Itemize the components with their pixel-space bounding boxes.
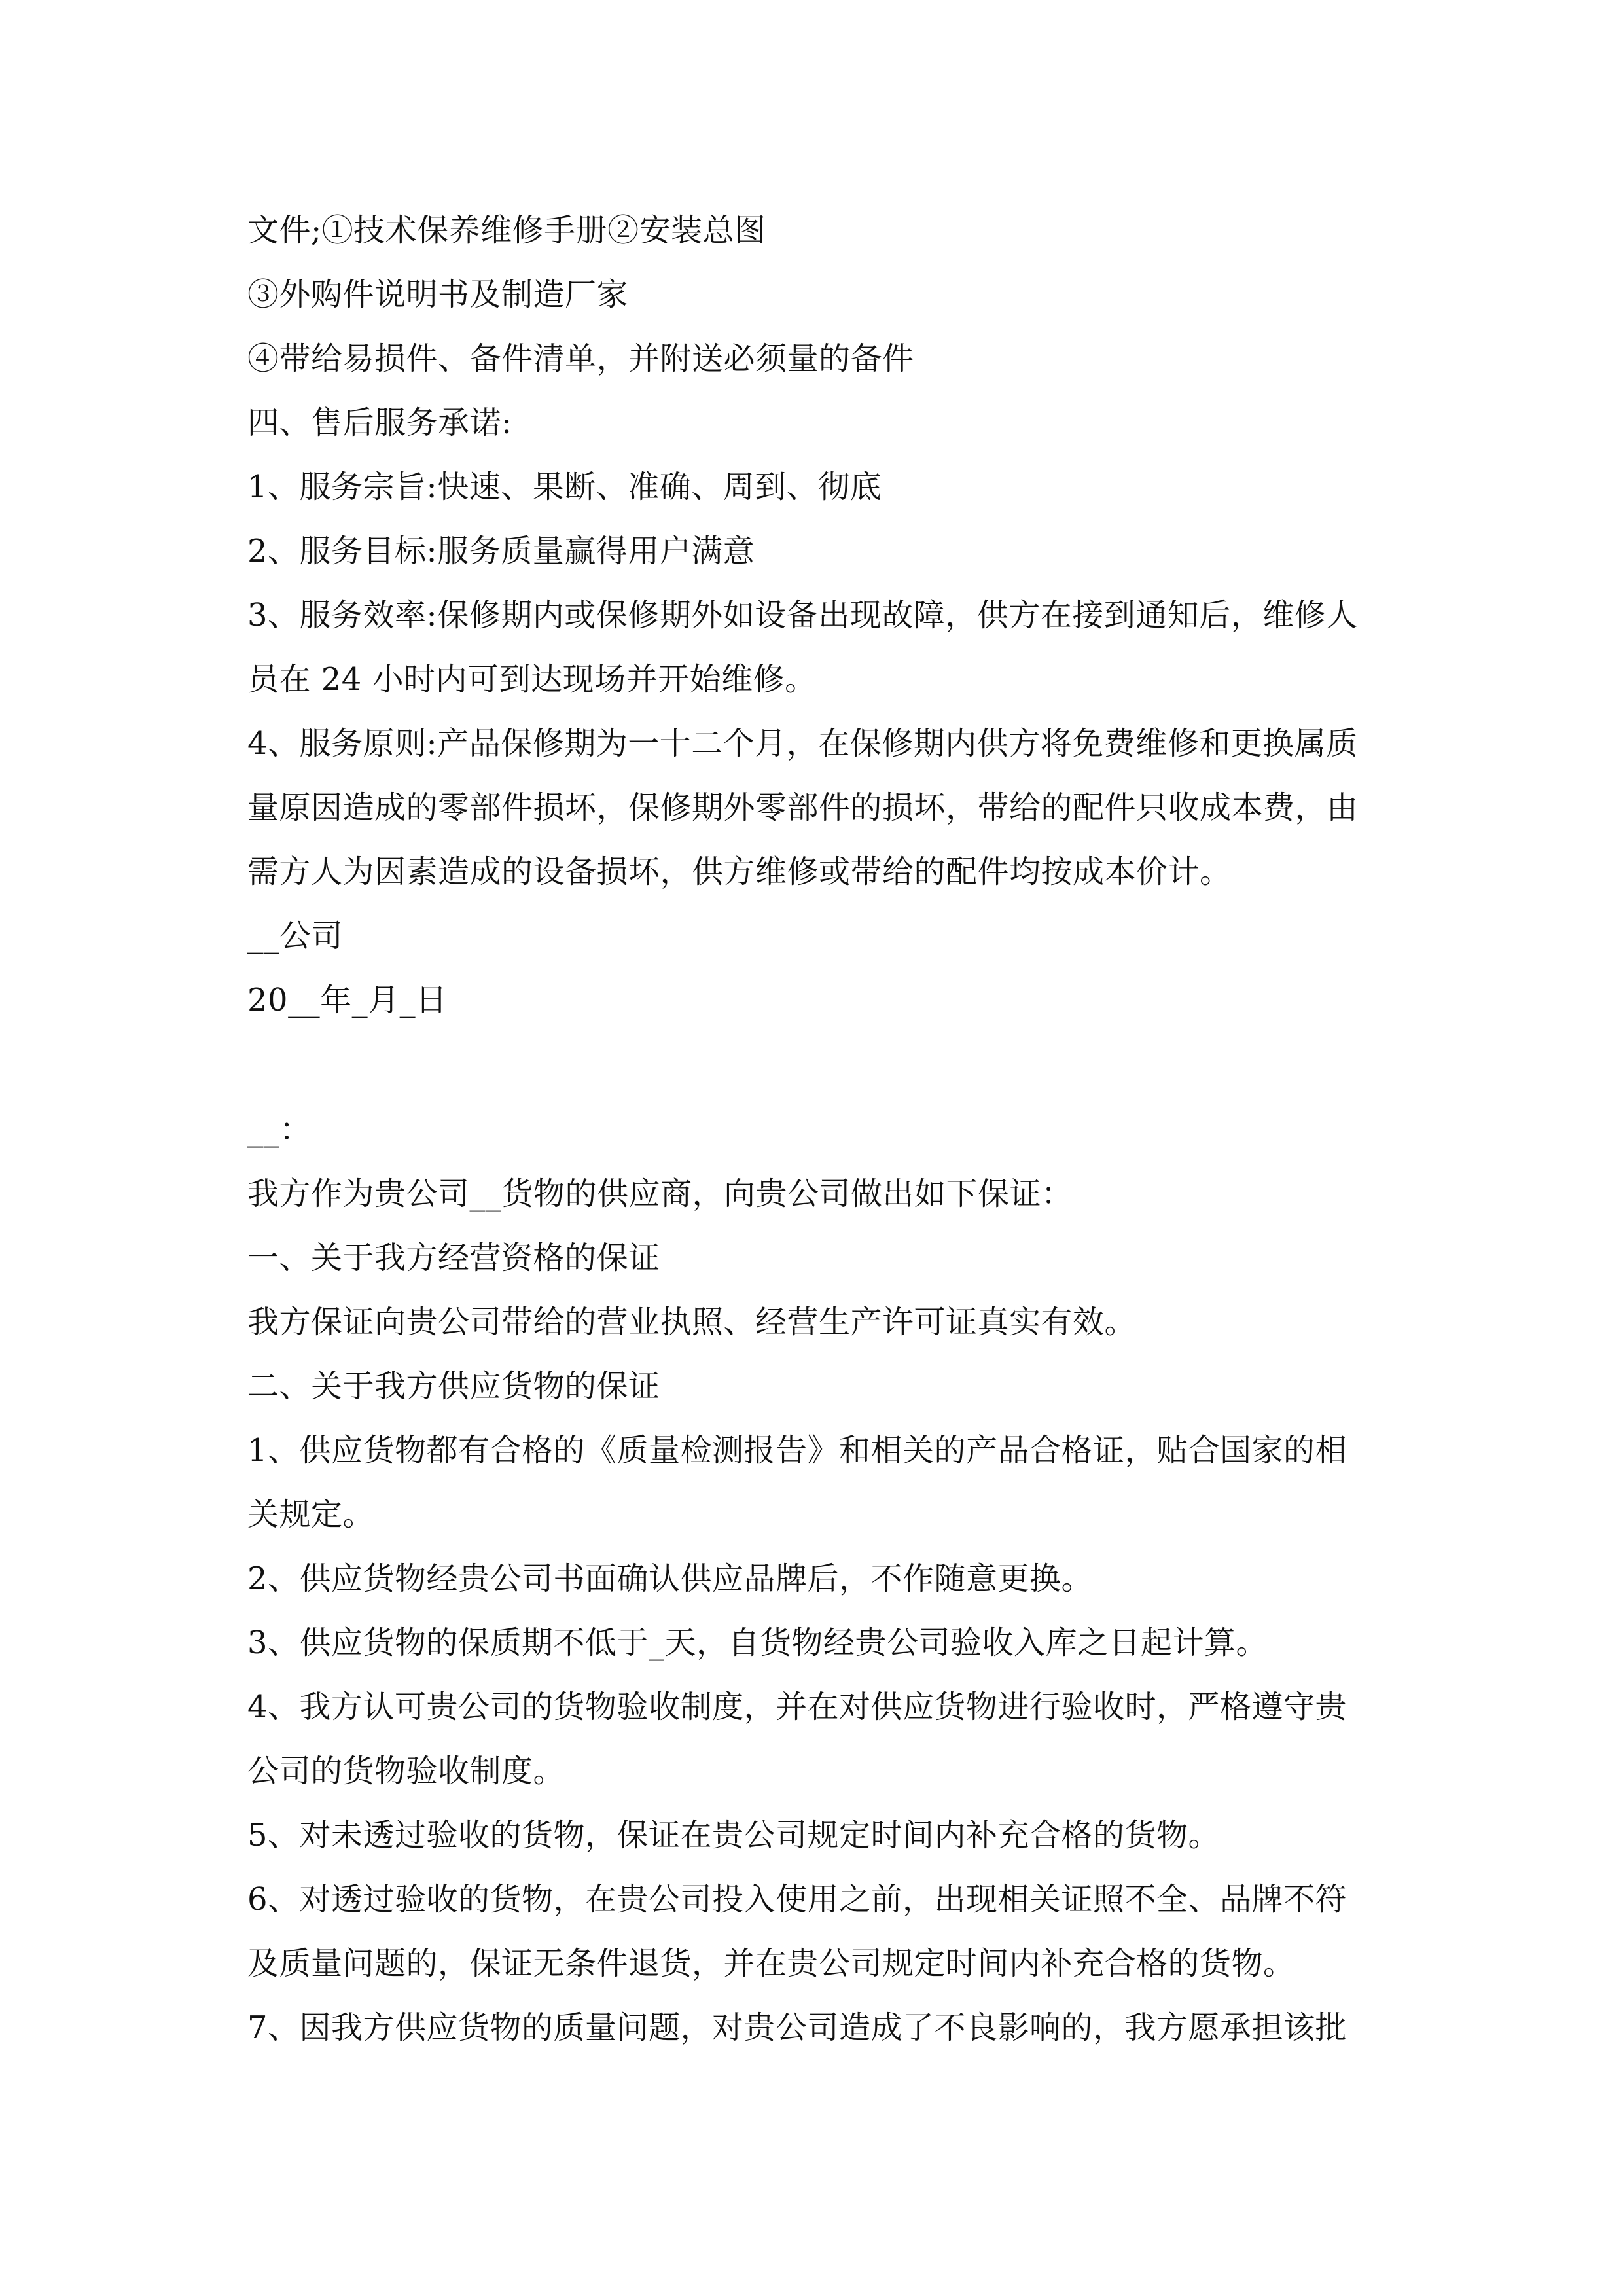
text-line-service-goal: 2、服务目标:服务质量赢得用户满意 [247,533,755,569]
text-line-salutation: __： [247,1111,312,1148]
section-heading-qualification: 一、关于我方经营资格的保证 [247,1240,660,1276]
text-line-spare-parts: ④带给易损件、备件清单，并附送必须量的备件 [247,340,914,377]
section-heading-after-sales: 四、售后服务承诺: [247,404,512,441]
text-line-attached-documents: 文件;①技术保养维修手册②安装总图 [247,212,766,249]
text-line-item-4: 4、我方认可贵公司的货物验收制度，并在对供应货物进行验收时，严格遵守贵 [247,1689,1347,1725]
text-line-item-1: 1、供应货物都有合格的《质量检测报告》和相关的产品合格证，贴合国家的相 [247,1432,1347,1469]
text-line-service-efficiency-cont: 员在 24 小时内可到达现场并开始维修。 [247,661,817,698]
text-line-license-guarantee: 我方保证向贵公司带给的营业执照、经营生产许可证真实有效。 [247,1304,1137,1340]
text-line-service-tenet: 1、服务宗旨:快速、果断、准确、周到、彻底 [247,469,882,505]
text-line-manual: ③外购件说明书及制造厂家 [247,276,629,313]
text-line-item-5: 5、对未透过验收的货物，保证在贵公司规定时间内补充合格的货物。 [247,1817,1221,1854]
text-line-service-efficiency: 3、服务效率:保修期内或保修期外如设备出现故障，供方在接到通知后，维修人 [247,597,1358,634]
text-line-item-4-cont: 公司的货物验收制度。 [247,1753,565,1789]
text-line-item-1-cont: 关规定。 [247,1496,375,1533]
text-line-service-principle: 4、服务原则:产品保修期为一十二个月，在保修期内供方将免费维修和更换属质 [247,725,1358,762]
text-line-guarantee-intro: 我方作为贵公司__货物的供应商，向贵公司做出如下保证： [247,1175,1073,1212]
section-heading-goods: 二、关于我方供应货物的保证 [247,1368,660,1405]
text-line-service-principle-cont-1: 量原因造成的零部件损坏，保修期外零部件的损坏，带给的配件只收成本费，由 [247,789,1359,826]
text-line-date: 20__年_月_日 [247,982,448,1018]
text-line-service-principle-cont-2: 需方人为因素造成的设备损坏，供方维修或带给的配件均按成本价计。 [247,853,1232,890]
text-line-item-6-cont: 及质量问题的，保证无条件退货，并在贵公司规定时间内补充合格的货物。 [247,1945,1295,1982]
text-line-item-7: 7、因我方供应货物的质量问题，对贵公司造成了不良影响的，我方愿承担该批 [247,2009,1347,2046]
text-line-item-2: 2、供应货物经贵公司书面确认供应品牌后，不作随意更换。 [247,1560,1094,1597]
text-line-item-6: 6、对透过验收的货物，在贵公司投入使用之前，出现相关证照不全、品牌不符 [247,1881,1347,1918]
text-line-item-3: 3、供应货物的保质期不低于_天，自货物经贵公司验收入库之日起计算。 [247,1624,1268,1661]
text-line-company-signature: __公司 [247,918,344,954]
